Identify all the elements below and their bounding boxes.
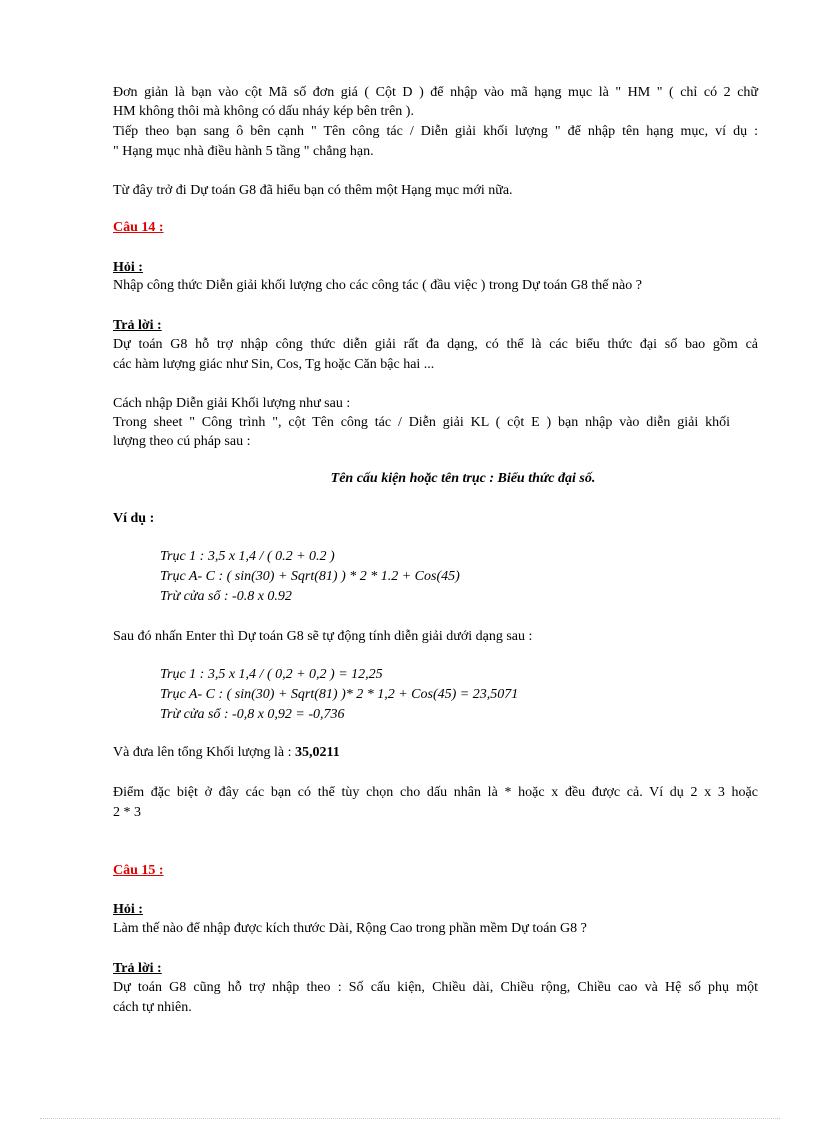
result-line: Trừ cửa sổ : -0,8 x 0,92 = -0,736 — [160, 707, 345, 722]
note-line-2: 2 * 3 — [113, 805, 141, 820]
note-line-1: Điểm đặc biệt ở đây các bạn có thể tùy chọn cho dấu nhân là * hoặc x đều được cả. Ví dụ 2 x 3 hoặc — [113, 785, 758, 800]
page-bottom-divider — [40, 1118, 780, 1119]
question-15-answer-line-2: cách tự nhiên. — [113, 1000, 192, 1015]
after-enter-text: Sau đó nhấn Enter thì Dự toán G8 sẽ tự động tính diễn giải dưới dạng sau : — [113, 629, 533, 644]
intro-line-4: " Hạng mục nhà điều hành 5 tầng " chẳng hạn. — [113, 144, 374, 159]
method-line-1: Cách nhập Diễn giải Khối lượng như sau : — [113, 396, 351, 411]
total-prefix: Và đưa lên tổng Khối lượng là : — [113, 745, 295, 760]
question-15-heading: Câu 15 : — [113, 863, 164, 878]
question-14-answer-line-2: các hàm lượng giác như Sin, Cos, Tg hoặc Căn bậc hai ... — [113, 357, 435, 372]
question-15-answer-label: Trả lời : — [113, 961, 162, 976]
intro-line-3: Tiếp theo bạn sang ô bên cạnh " Tên công tác / Diễn giải khối lượng " để nhập tên hạng mục, ví dụ : — [113, 124, 758, 139]
question-14-heading: Câu 14 : — [113, 220, 164, 235]
question-15-text: Làm thế nào để nhập được kích thước Dài, Rộng Cao trong phần mềm Dự toán G8 ? — [113, 921, 587, 936]
intro-line-5: Từ đây trở đi Dự toán G8 đã hiểu bạn có thêm một Hạng mục mới nữa. — [113, 183, 513, 198]
example-label: Ví dụ : — [113, 511, 155, 526]
question-14-answer-line-1: Dự toán G8 hỗ trợ nhập công thức diễn giải rất đa dạng, có thể là các biểu thức đại số bao gồm cả — [113, 337, 758, 352]
example-line: Trục A- C : ( sin(30) + Sqrt(81) ) * 2 * 1.2 + Cos(45) — [160, 569, 460, 584]
question-14-text: Nhập công thức Diễn giải khối lượng cho các công tác ( đầu việc ) trong Dự toán G8 thế nào ? — [113, 278, 642, 293]
question-15-ask-label: Hỏi : — [113, 902, 143, 917]
question-15-answer-line-1: Dự toán G8 cũng hỗ trợ nhập theo : Số cấu kiện, Chiều dài, Chiều rộng, Chiều cao và Hệ số phụ một — [113, 980, 758, 995]
question-14-answer-label: Trả lời : — [113, 318, 162, 333]
total-line — [113, 743, 340, 762]
total-value: 35,0211 — [295, 745, 340, 760]
example-line: Trừ cửa sổ : -0.8 x 0.92 — [160, 589, 292, 604]
method-line-3: lượng theo cú pháp sau : — [113, 434, 251, 449]
syntax-formula: Tên cấu kiện hoặc tên trục : Biểu thức đại số. — [330, 471, 596, 486]
method-line-2: Trong sheet " Công trình ", cột Tên công tác / Diễn giải KL ( cột E ) bạn nhập vào diễn giải khối — [113, 415, 730, 430]
intro-line-1: Đơn giản là bạn vào cột Mã số đơn giá ( Cột D ) để nhập vào mã hạng mục là " HM " ( chỉ có 2 chữ — [113, 85, 758, 100]
result-line: Trục A- C : ( sin(30) + Sqrt(81) )* 2 * 1,2 + Cos(45) = 23,5071 — [160, 687, 519, 702]
example-line: Trục 1 : 3,5 x 1,4 / ( 0.2 + 0.2 ) — [160, 549, 335, 564]
question-14-ask-label: Hỏi : — [113, 260, 143, 275]
result-line: Trục 1 : 3,5 x 1,4 / ( 0,2 + 0,2 ) = 12,25 — [160, 667, 383, 682]
intro-line-2: HM không thôi mà không có dấu nháy kép bên trên ). — [113, 104, 414, 119]
